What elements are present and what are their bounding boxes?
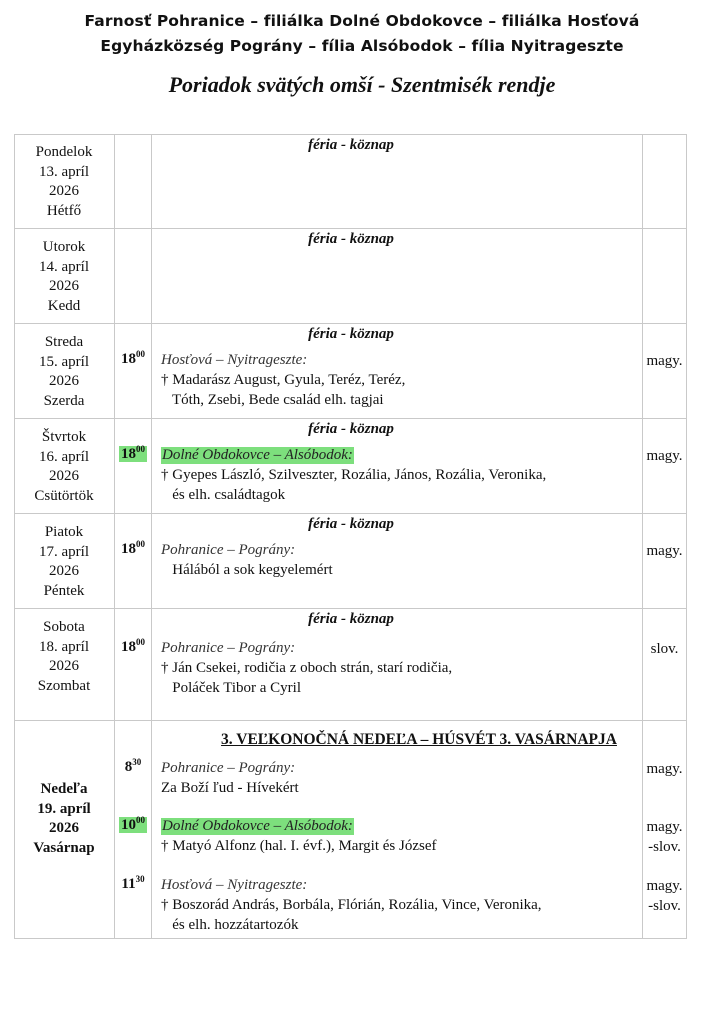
mass-language: magy. — [646, 761, 683, 777]
day-name-hu: Péntek — [43, 582, 85, 599]
mass-intention: † Gyepes László, Szilveszter, Rozália, János, Rozália, Veronika, és elh. családtagok — [161, 467, 547, 503]
sunday-feast-title: 3. VEĽKONOČNÁ NEDEĽA – HÚSVÉT 3. VASÁRNAPJA — [221, 731, 617, 748]
parish-header-line-1: Farnosť Pohranice – filiálka Dolné Obdokovce – filiálka Hosťová — [84, 12, 640, 30]
day-cell — [14, 428, 114, 506]
mass-time: $18^{00}$ — [121, 637, 145, 655]
day-year: 2026 — [49, 183, 79, 199]
day-name-sk: Sobota — [43, 619, 85, 635]
mass-intention: † Matyó Alfonz (hal. I. évf.), Margit és József — [161, 838, 437, 854]
day-year: 2026 — [49, 658, 79, 674]
day-name-hu: Kedd — [47, 297, 81, 314]
day-cell — [14, 143, 114, 221]
day-date: 19. apríl — [37, 800, 91, 817]
page-title: Poriadok svätých omší - Szentmisék rendje — [168, 72, 556, 97]
day-date: 13. apríl — [39, 163, 89, 180]
mass-time: $11^{30}$ — [121, 874, 145, 892]
feria-label: féria - köznap — [308, 421, 394, 437]
mass-location: Pohranice – Pográny: — [161, 542, 296, 558]
day-name-hu: Szombat — [37, 677, 91, 694]
day-year: 2026 — [49, 468, 79, 484]
day-date: 14. apríl — [39, 258, 89, 275]
mass-location: Hosťová – Nyitrageszte: — [161, 352, 308, 368]
day-name-sk: Pondelok — [35, 144, 93, 160]
mass-intention: Za Boží ľud - Hívekért — [161, 780, 299, 796]
mass-location: Pohranice – Pográny: — [161, 760, 296, 776]
mass-schedule-table — [14, 134, 687, 939]
feria-label: féria - köznap — [308, 137, 394, 153]
table-row — [14, 323, 687, 419]
table-row — [14, 608, 687, 721]
day-name-sk: Nedeľa — [40, 781, 88, 797]
mass-time-highlighted: $10^{00}$ — [121, 815, 145, 833]
mass-intention: † Madarász August, Gyula, Teréz, Teréz, Tóth, Zsebi, Bede család elh. tagjai — [161, 372, 406, 408]
mass-location: Pohranice – Pográny: — [161, 640, 296, 656]
mass-language: magy. — [646, 353, 683, 369]
table-row — [14, 134, 687, 229]
day-date: 16. apríl — [39, 448, 89, 465]
mass-language: slov. — [650, 641, 679, 657]
mass-location-highlighted: Dolné Obdokovce – Alsóbodok: — [162, 818, 353, 834]
day-name-hu: Hétfő — [46, 202, 82, 219]
mass-time: $8^{30}$ — [124, 757, 142, 775]
day-year: 2026 — [49, 278, 79, 294]
day-date: 17. apríl — [39, 543, 89, 560]
feria-label: féria - köznap — [308, 516, 394, 532]
day-year: 2026 — [49, 373, 79, 389]
day-name-sk: Utorok — [42, 239, 86, 255]
feria-label: féria - köznap — [308, 326, 394, 342]
day-year: 2026 — [49, 820, 79, 836]
mass-intention: † Ján Csekei, rodičia z oboch strán, starí rodičia, Poláček Tibor a Cyril — [161, 660, 453, 696]
day-name-sk: Piatok — [44, 524, 84, 540]
mass-intention: Hálából a sok kegyelemért — [161, 562, 333, 578]
day-date: 15. apríl — [39, 353, 89, 370]
day-name-hu: Csütörtök — [34, 487, 94, 504]
table-row — [14, 418, 687, 514]
table-row — [14, 513, 687, 609]
mass-time: $18^{00}$ — [121, 349, 145, 367]
mass-language: magy. — [646, 543, 683, 559]
mass-language: magy. -slov. — [646, 878, 683, 914]
day-year: 2026 — [49, 563, 79, 579]
day-cell — [14, 238, 114, 316]
day-cell — [14, 618, 114, 696]
day-name-hu: Szerda — [43, 392, 85, 409]
mass-time: $18^{00}$ — [121, 539, 145, 557]
day-cell — [14, 780, 114, 858]
parish-header-line-2: Egyházközség Pográny – fília Alsóbodok – fília Nyitrageszte — [100, 37, 624, 55]
mass-location-highlighted: Dolné Obdokovce – Alsóbodok: — [162, 447, 353, 463]
mass-language: magy. — [646, 448, 683, 464]
table-row — [14, 720, 687, 939]
mass-language: magy. -slov. — [646, 819, 683, 855]
day-name-sk: Štvrtok — [41, 429, 87, 445]
day-name-sk: Streda — [44, 334, 84, 350]
table-row — [14, 228, 687, 324]
feria-label: féria - köznap — [308, 231, 394, 247]
day-date: 18. apríl — [39, 638, 89, 655]
mass-time-highlighted: $18^{00}$ — [121, 444, 145, 462]
mass-location: Hosťová – Nyitrageszte: — [161, 877, 308, 893]
mass-intention: † Boszorád András, Borbála, Flórián, Rozália, Vince, Veronika, és elh. hozzátartozók — [161, 897, 542, 933]
day-cell — [14, 523, 114, 601]
day-cell — [14, 333, 114, 411]
day-name-hu: Vasárnap — [33, 839, 95, 856]
feria-label: féria - köznap — [308, 611, 394, 627]
